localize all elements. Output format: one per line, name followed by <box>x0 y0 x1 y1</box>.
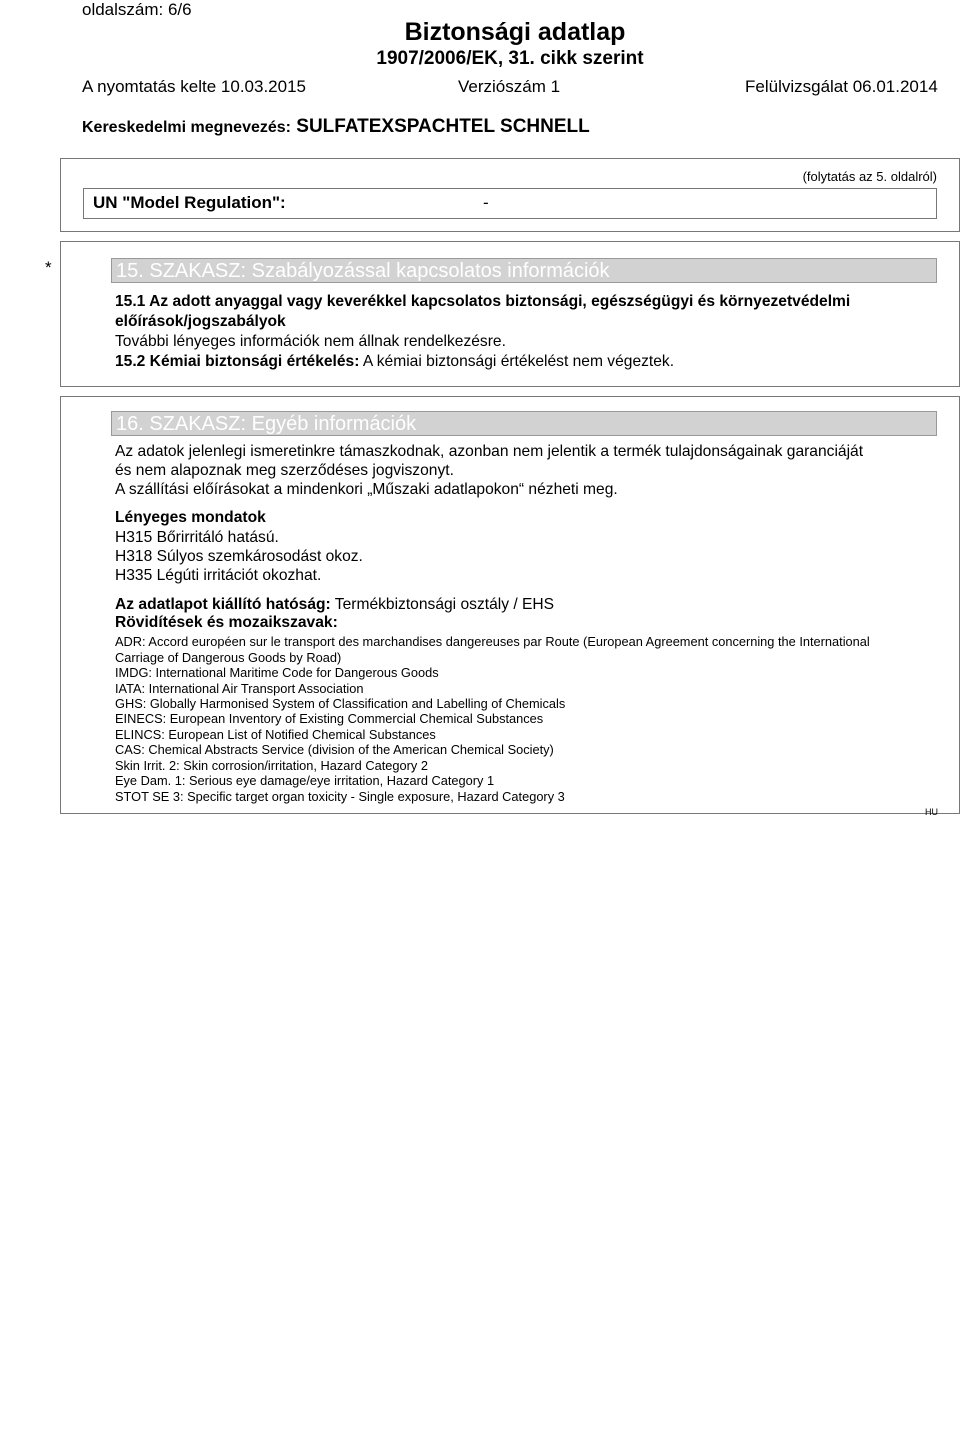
section-16-para-line1: Az adatok jelenlegi ismeretinkre támaszkodnak, azonban nem jelentik a termék tulajdonságainak garanciáját <box>115 443 864 460</box>
section-15-2 <box>115 353 674 371</box>
phrase-item: H318 Súlyos szemkárosodást okoz. <box>115 548 363 565</box>
page-number: oldalszám: 6/6 <box>82 0 192 19</box>
issuer-value: Termékbiztonsági osztály / EHS <box>330 596 555 613</box>
document-subtitle: 1907/2006/EK, 31. cikk szerint <box>376 48 644 69</box>
section-15-heading: 15. SZAKASZ: Szabályozással kapcsolatos információk <box>111 258 937 283</box>
revision-star: * <box>45 258 52 277</box>
abbreviation-item: CAS: Chemical Abstracts Service (division of the American Chemical Society) <box>115 742 554 757</box>
abbreviation-item: IATA: International Air Transport Association <box>115 681 364 696</box>
issuer-label: Az adatlapot kiállító hatóság: <box>115 596 331 613</box>
continuation-note: (folytatás az 5. oldalról) <box>802 169 937 184</box>
abbreviation-item: GHS: Globally Harmonised System of Classification and Labelling of Chemicals <box>115 696 566 711</box>
section-15-2-text: A kémiai biztonsági értékelést nem végeztek. <box>359 353 675 370</box>
section-15-1-line1: 15.1 Az adott anyaggal vagy keverékkel kapcsolatos biztonsági, egészségügyi és környezetvédelmi <box>115 293 851 310</box>
section-16-heading: 16. SZAKASZ: Egyéb információk <box>111 411 937 436</box>
version-number: Verziószám 1 <box>458 77 561 96</box>
language-code: HU <box>925 807 938 817</box>
continuation-box <box>60 158 960 232</box>
phrase-item: H315 Bőrirritáló hatású. <box>115 529 279 546</box>
trade-name-label: Kereskedelmi megnevezés: <box>82 119 291 136</box>
section-16-transport-note: A szállítási előírásokat a mindenkori „Műszaki adatlapokon“ nézheti meg. <box>115 481 618 498</box>
phrase-item: H335 Légúti irritációt okozhat. <box>115 567 322 584</box>
section-15-1-line2: előírások/jogszabályok <box>115 313 286 330</box>
un-regulation-label: UN "Model Regulation": <box>93 193 286 212</box>
abbreviation-item: Skin Irrit. 2: Skin corrosion/irritation, Hazard Category 2 <box>115 758 428 773</box>
abbreviation-item: EINECS: European Inventory of Existing Commercial Chemical Substances <box>115 711 544 726</box>
abbreviations-heading: Rövidítések és mozaikszavak: <box>115 614 338 631</box>
abbreviation-item: ADR: Accord européen sur le transport des marchandises dangereuses par Route (European Agreement concerning the International <box>115 634 870 649</box>
print-date: A nyomtatás kelte 10.03.2015 <box>82 77 306 96</box>
section-16-para-line2: és nem alapoznak meg szerződéses jogviszonyt. <box>115 462 454 479</box>
section-15-info: További lényeges információk nem állnak rendelkezésre. <box>115 333 506 350</box>
abbreviation-item: IMDG: International Maritime Code for Dangerous Goods <box>115 665 439 680</box>
document-title: Biztonsági adatlap <box>404 18 626 46</box>
phrases-heading: Lényeges mondatok <box>115 509 266 526</box>
trade-name-value: SULFATEXSPACHTEL SCHNELL <box>296 116 590 137</box>
trade-name <box>82 116 590 138</box>
abbreviation-item: Eye Dam. 1: Serious eye damage/eye irritation, Hazard Category 1 <box>115 773 495 788</box>
issuer-line <box>115 596 554 614</box>
section-15-2-label: 15.2 Kémiai biztonsági értékelés: <box>115 353 360 370</box>
abbreviation-item: STOT SE 3: Specific target organ toxicity - Single exposure, Hazard Category 3 <box>115 789 565 804</box>
review-date: Felülvizsgálat 06.01.2014 <box>745 77 938 96</box>
un-regulation-value: - <box>483 193 489 212</box>
abbreviation-item: Carriage of Dangerous Goods by Road) <box>115 650 342 665</box>
abbreviation-item: ELINCS: European List of Notified Chemical Substances <box>115 727 436 742</box>
